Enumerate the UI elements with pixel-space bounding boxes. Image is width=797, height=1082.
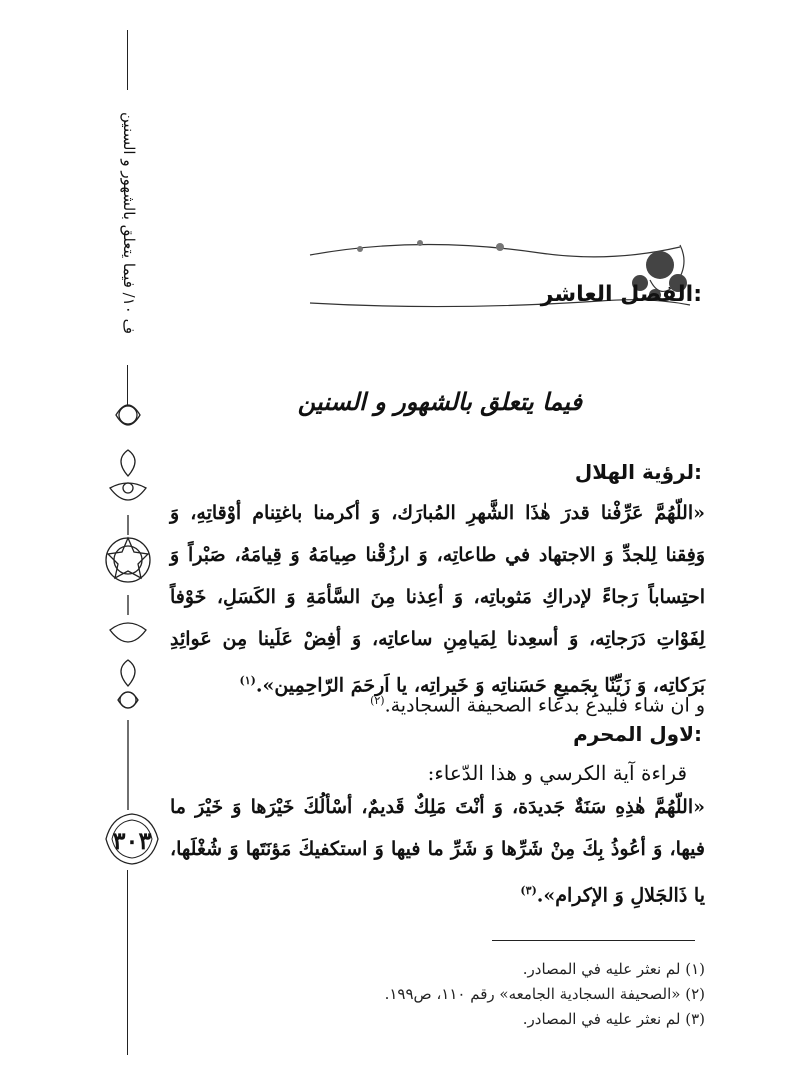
- dua-muharram: [170, 786, 705, 916]
- footnote-ref-1: (١): [239, 674, 256, 687]
- section-heading-muharram: لاول المحرم:: [573, 722, 702, 746]
- muharram-intro: قراءة آية الكرسي و هذا الدّعاء:: [427, 761, 687, 785]
- rail-line-bottom: [127, 870, 128, 1055]
- page-number: ٣٠٣: [112, 826, 152, 855]
- dua-crescent-text: «اللّهُمَّ عَرِّفْنا قدرَ هٰذَا الشَّهرِ المُبارَك، وَ أكرمنا باغتِنام أوْقاتِهِ، وَ وَفِقنا لِلجدِّ وَ الاجتهاد في طاعاتِه، وَ ارزُقْنا صِيامَهُ وَ قِيامَهُ، صَبْراً وَ احتِساباً رَجاءً لإدراكِ مَثوباتِه، وَ أعِذنا مِنَ السَّأمَةِ وَ الكَسَلِ، خَوْفاً لِفَوْاتِ دَرَجاتِه، وَ أسعِدنا لِمَيامِنِ ساعاتِه، وَ أفِضْ عَلَينا مِن عَوائِدِ بَرَكاتِه، وَ زَيِّنّا بِجَميعِ حَسَناتِه وَ خَيراتِه، يا اَرحَمَ الرّاحِمِين».: [170, 502, 705, 697]
- dua-crescent: [170, 492, 705, 706]
- footnote-1: (١) لم نعثر عليه في المصادر.: [522, 960, 705, 978]
- chapter-label: الفصل العاشر:: [540, 282, 702, 307]
- rail-line-top: [127, 30, 128, 90]
- dua-muharram-text: «اللّهُمَّ هٰذِهِ سَنَةٌ جَديدَة، وَ أنْتَ مَلِكٌ قَديمٌ، أسْألُكَ خَيْرَها وَ خَيْرَ ما فيها، وَ أعُوذُ بِكَ مِنْ شَرِّها وَ شَرِّ ما فيها وَ استكفيكَ مَؤنَتَها وَ شُغْلَها، يا ذَالجَلالِ وَ الإكرام».: [170, 796, 705, 907]
- footnote-ref-2: (٢): [370, 694, 385, 707]
- section-heading-crescent: لرؤية الهلال:: [574, 460, 702, 484]
- footnote-ref-3: (٣): [520, 884, 537, 897]
- note-sahifa-text: و ان شاء فليدع بدعاء الصحيفة السجادية.: [384, 694, 705, 717]
- note-sahifa: [170, 684, 705, 722]
- chapter-title: فيما يتعلق بالشهور و السنين: [297, 388, 582, 416]
- running-head: ف ١٠/ فيما يتعلق بالشهور و السنين: [120, 111, 138, 335]
- floral-ornament-column: [96, 370, 160, 870]
- footnote-divider: [492, 940, 695, 941]
- footnote-3: (٣) لم نعثر عليه في المصادر.: [522, 1010, 705, 1028]
- footnote-2: (٢) «الصحيفة السجادية الجامعه» رقم ١١٠، ص١٩٩.: [384, 985, 705, 1003]
- page-number-ornament: [102, 808, 162, 870]
